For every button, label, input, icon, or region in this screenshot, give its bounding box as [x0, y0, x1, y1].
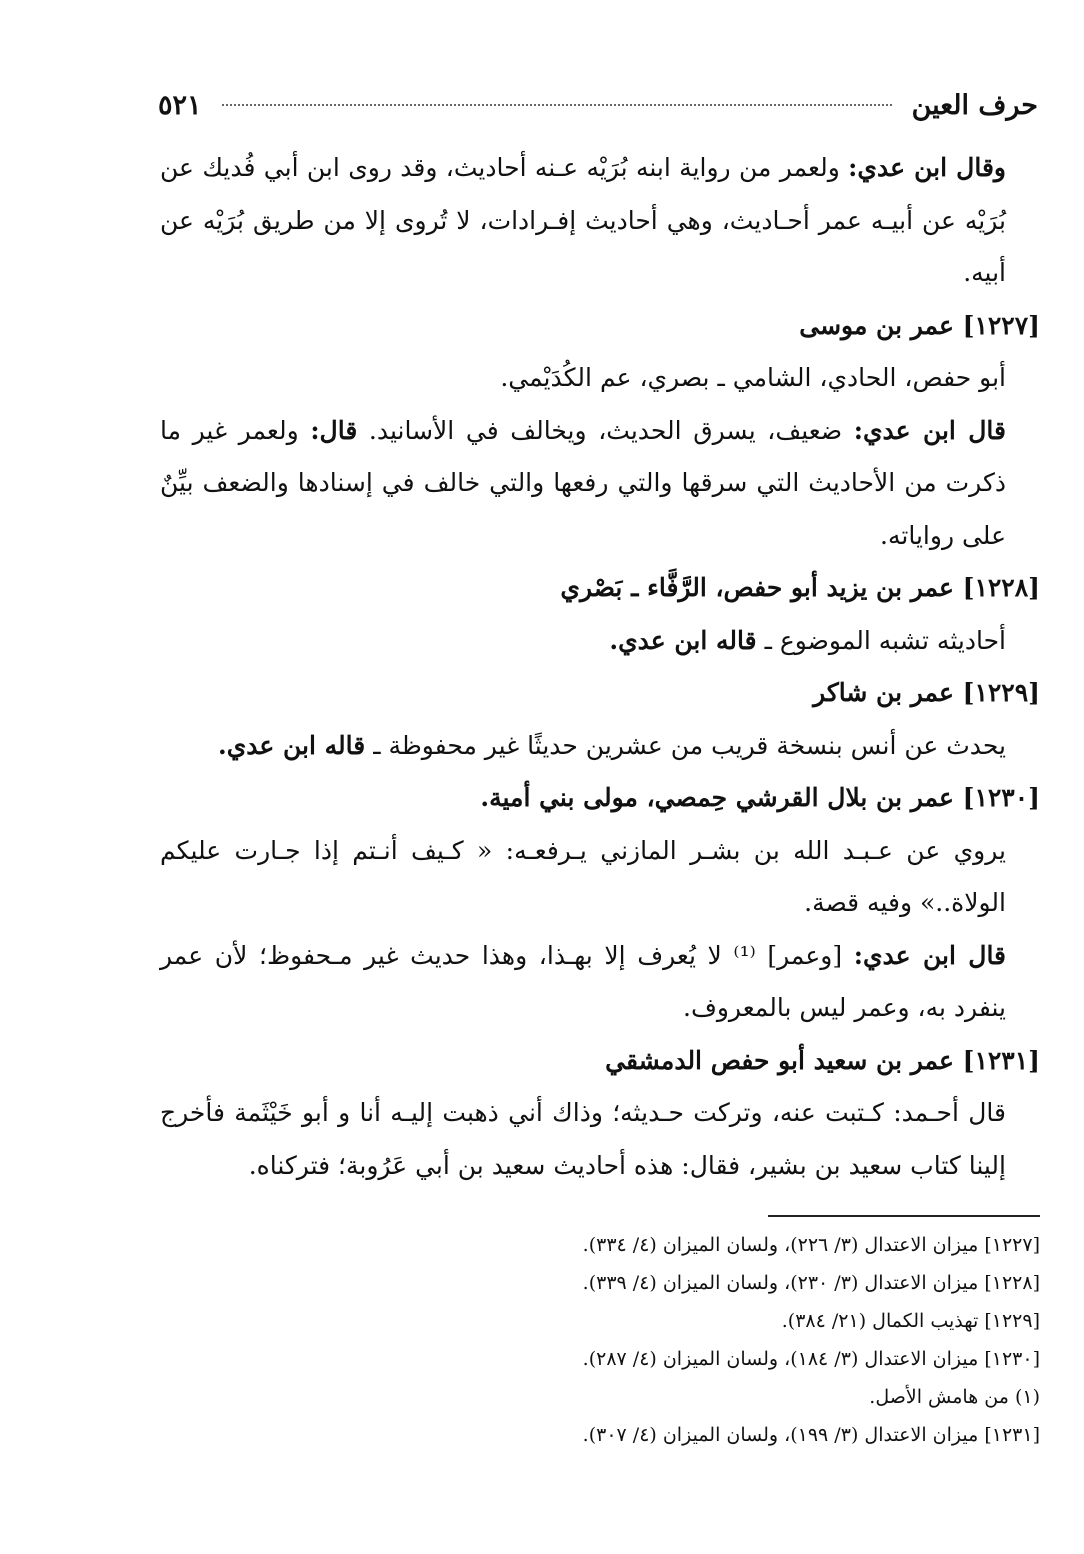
entry-heading-1229: [١٢٢٩] عمر بن شاكر — [813, 678, 1040, 707]
paragraph-text: أحاديثه تشبه الموضوع ـ — [756, 625, 1006, 655]
paragraph-ibn-adi-2 — [160, 405, 1040, 563]
paragraph-ibn-adi-3 — [160, 930, 1040, 1035]
paragraph-text: ولعمر غير ما ذكرت من الأحاديث التي سرقها والتي رفعها والتي خالف في إسنادها والضعف بيِّنٌ على رواياته. — [160, 415, 1006, 550]
entry-heading-1227: [١٢٢٧] عمر بن موسى — [799, 310, 1040, 340]
speaker-label: وقال ابن عدي: — [848, 153, 1006, 182]
footnote: [١٢٢٨] ميزان الاعتدال (٣/ ٢٣٠)، ولسان الميزان (٤/ ٣٣٩). — [582, 1272, 1040, 1294]
main-text — [160, 142, 1040, 1192]
footnotes — [160, 1226, 1040, 1454]
speaker-label: قال ابن عدي: — [853, 940, 1007, 970]
header-dotted-leader — [222, 104, 892, 106]
entry-heading-1230: [١٢٣٠] عمر بن بلال القرشي حِمصي، مولى بني أمية. — [480, 783, 1040, 812]
paragraph-text: ولعمر من رواية ابنه بُرَيْه عـنه أحاديث، وقد روى ابن أبي فُديك عن بُرَيْه عن أبيـه عمر أحـاديث، وهي أحاديث إفـرادات، لا تُروى إلا من طريق بُرَيْه عن أبيه. — [160, 153, 1006, 287]
entry-description-1231: قال أحـمد: كـتبت عنه، وتركت حـديثه؛ وذاك أني ذهبت إليـه أنا و أبو خَيْثَمة فأخرج إلينا كتاب سعيد بن بشير، فقال: هذه أحاديث سعيد بن أبي عَرُوبة؛ فتركناه. — [160, 1098, 1006, 1180]
footnote: [١٢٣٠] ميزان الاعتدال (٣/ ١٨٤)، ولسان الميزان (٤/ ٢٨٧). — [582, 1348, 1040, 1370]
paragraph-text: [وعمر] ⁽¹⁾ لا يُعرف إلا بهـذا، وهذا حديث غير مـحفوظ؛ لأن عمر ينفرد به، وعمر ليس بالمعروف. — [160, 940, 1006, 1022]
footnote: (١) من هامش الأصل. — [869, 1386, 1040, 1408]
footnote: [١٢٣١] ميزان الاعتدال (٣/ ١٩٩)، ولسان الميزان (٤/ ٣٠٧). — [582, 1424, 1040, 1446]
entry-heading-1228: [١٢٢٨] عمر بن يزيد أبو حفص، الرَّفَّاء ـ بَصْري — [560, 573, 1040, 602]
entry-description-1229 — [160, 720, 1040, 773]
entry-description-1227: أبو حفص، الحادي، الشامي ـ بصري، عم الكُدَيْمي. — [500, 363, 1006, 392]
page-number: ٥٢١ — [158, 89, 202, 121]
entry-heading-1231: [١٢٣١] عمر بن سعيد أبو حفص الدمشقي — [605, 1045, 1040, 1075]
paragraph-text: ضعيف، يسرق الحديث، ويخالف في الأسانيد. — [357, 415, 854, 445]
speaker-label: قال: — [310, 415, 358, 445]
attribution: قاله ابن عدي. — [609, 625, 757, 655]
footnote: [١٢٢٧] ميزان الاعتدال (٣/ ٢٢٦)، ولسان الميزان (٤/ ٣٣٤). — [582, 1234, 1040, 1256]
entry-description-1230: يروي عن عـبـد الله بن بشـر المازني يـرفعـه: « كـيف أنـتم إذا جـارت عليكم الولاة..» وفيه قصة. — [160, 835, 1006, 917]
attribution: قاله ابن عدي. — [218, 730, 366, 760]
entry-description-1228 — [160, 615, 1040, 668]
paragraph-ibn-adi-1 — [160, 142, 1040, 300]
page-header — [158, 82, 1038, 128]
footnote-separator — [768, 1215, 1040, 1217]
running-title: حرف العين — [911, 89, 1038, 121]
footnote: [١٢٢٩] تهذيب الكمال (٢١/ ٣٨٤). — [781, 1310, 1040, 1332]
speaker-label: قال ابن عدي: — [853, 415, 1006, 445]
paragraph-text: يحدث عن أنس بنسخة قريب من عشرين حديثًا غير محفوظة ـ — [365, 730, 1006, 760]
